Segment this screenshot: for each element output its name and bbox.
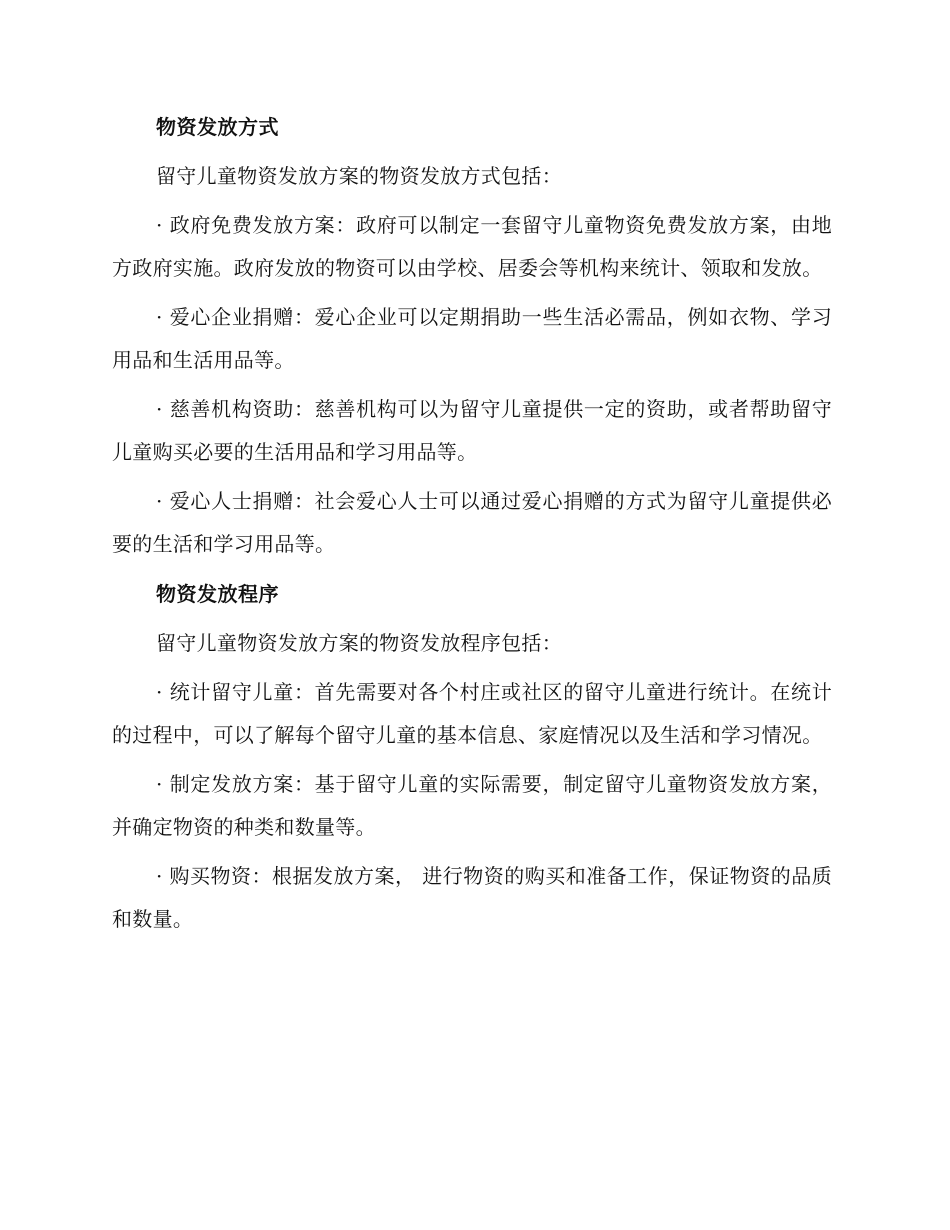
list-item: · 爱心人士捐赠：社会爱心人士可以通过爱心捐赠的方式为留守儿童提供必要的生活和学习用品等。 xyxy=(112,489,832,556)
list-item: · 慈善机构资助：慈善机构可以为留守儿童提供一定的资助，或者帮助留守儿童购买必要的生活用品和学习用品等。 xyxy=(112,397,832,464)
section-intro: 留守儿童物资发放方案的物资发放程序包括： xyxy=(156,631,562,655)
list-item: · 购买物资：根据发放方案， 进行物资的购买和准备工作，保证物资的品质和数量。 xyxy=(112,864,832,931)
section-heading: 物资发放程序 xyxy=(156,582,279,606)
list-item: · 统计留守儿童：首先需要对各个村庄或社区的留守儿童进行统计。在统计的过程中，可以了解每个留守儿童的基本信息、家庭情况以及生活和学习情况。 xyxy=(112,680,832,747)
list-item: · 爱心企业捐赠：爱心企业可以定期捐助一些生活必需品，例如衣物、学习用品和生活用品等。 xyxy=(112,305,832,372)
section-intro: 留守儿童物资发放方案的物资发放方式包括： xyxy=(156,164,562,188)
list-item: · 制定发放方案：基于留守儿童的实际需要，制定留守儿童物资发放方案，并确定物资的种类和数量等。 xyxy=(112,772,832,839)
list-item: · 政府免费发放方案：政府可以制定一套留守儿童物资免费发放方案，由地方政府实施。政府发放的物资可以由学校、居委会等机构来统计、领取和发放。 xyxy=(112,213,832,280)
document-body xyxy=(112,105,832,947)
section-heading: 物资发放方式 xyxy=(156,115,279,139)
